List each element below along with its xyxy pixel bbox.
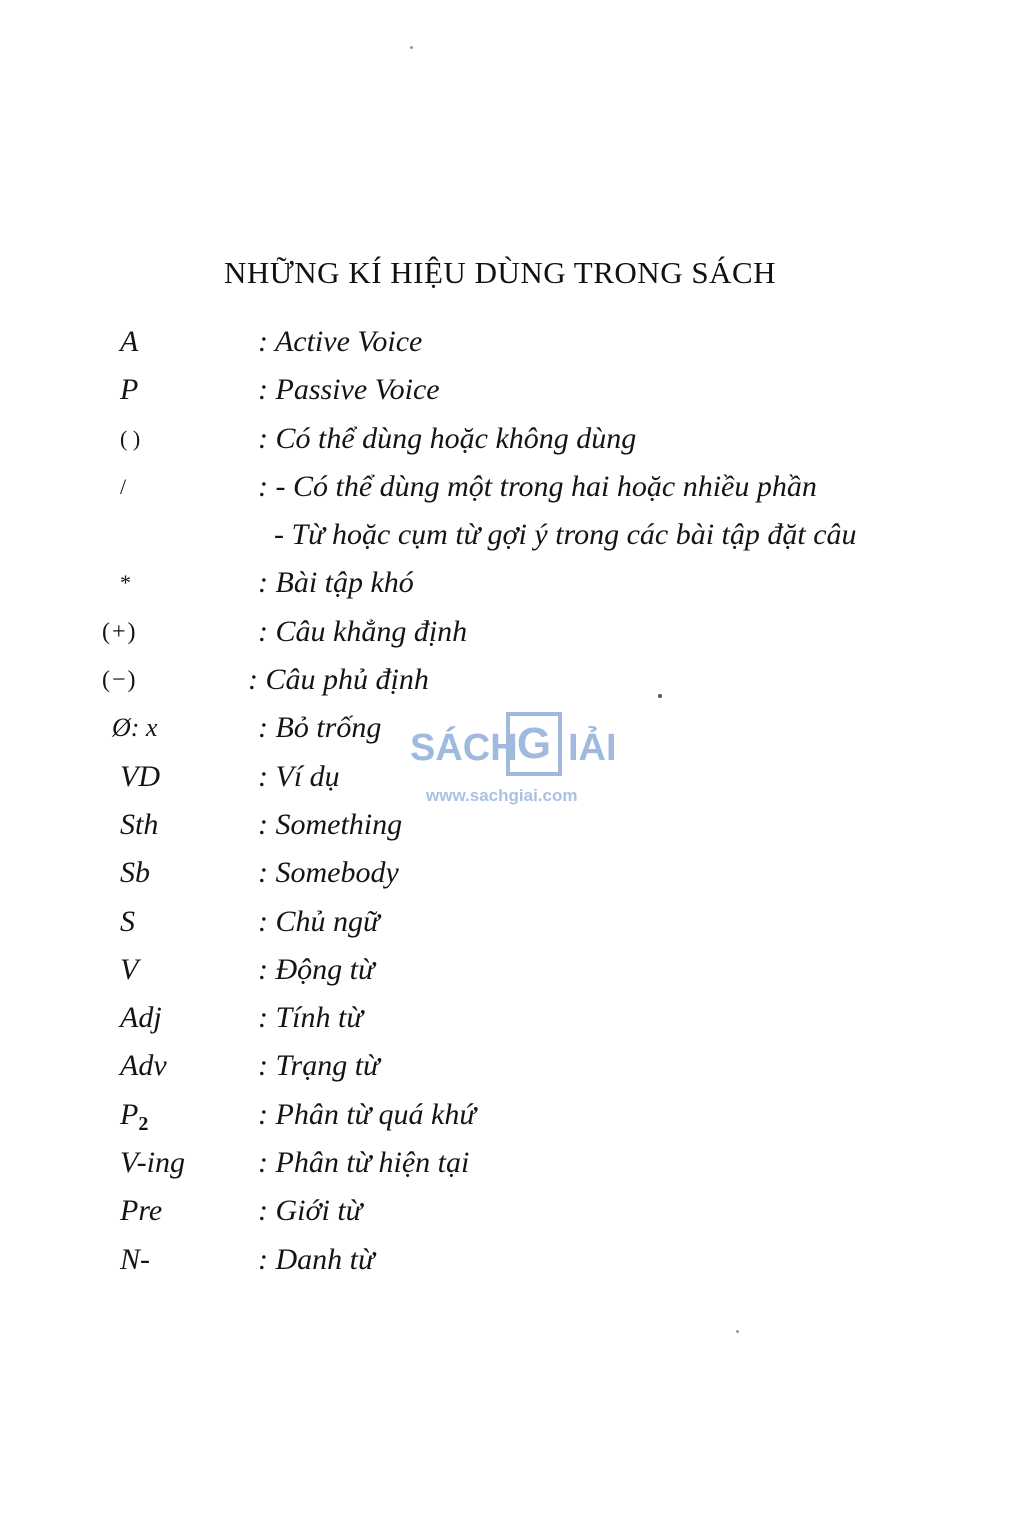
watermark — [408, 710, 618, 810]
symbol-subscript: 2 — [138, 1112, 149, 1135]
definition: : Bài tập khó — [258, 566, 414, 600]
page-title: NHỮNG KÍ HIỆU DÙNG TRONG SÁCH — [223, 254, 777, 290]
scan-speck — [736, 1330, 739, 1333]
watermark-logo — [408, 710, 618, 786]
list-item — [0, 1091, 1024, 1139]
symbol: Sb — [120, 856, 150, 890]
definition: : Có thể dùng hoặc không dùng — [258, 421, 637, 455]
symbol: (+) — [102, 618, 138, 645]
list-item — [0, 415, 1024, 463]
symbol: S — [120, 904, 135, 938]
list-item — [0, 849, 1024, 897]
list-item — [0, 898, 1024, 946]
symbol: / — [120, 473, 127, 499]
symbol: Ø: x — [112, 713, 158, 743]
definition: : Somebody — [258, 856, 399, 890]
symbol-base: P — [120, 1097, 139, 1131]
watermark-logo-right: IẢI — [568, 727, 617, 769]
definition: : Something — [258, 807, 403, 841]
symbol: Adj — [120, 1001, 162, 1035]
list-item — [0, 1187, 1024, 1235]
list-item — [0, 463, 1024, 511]
symbol: V — [120, 952, 139, 986]
symbol: (−) — [102, 667, 138, 694]
definition: : Câu phủ định — [248, 663, 429, 697]
definition: : Ví dụ — [258, 759, 340, 793]
list-item — [0, 946, 1024, 994]
definition: : Danh từ — [258, 1242, 375, 1276]
list-item — [0, 1139, 1024, 1187]
definition: : Phân từ hiện tại — [258, 1146, 470, 1180]
scan-speck — [410, 46, 413, 49]
symbol: V-ing — [120, 1146, 185, 1180]
symbol: VD — [120, 759, 160, 793]
list-item — [0, 318, 1024, 366]
watermark-url: www.sachgiai.com — [426, 786, 578, 805]
symbol: P — [120, 373, 139, 407]
list-item — [0, 994, 1024, 1042]
definition: : Giới từ — [258, 1194, 363, 1228]
symbol: A — [120, 325, 139, 358]
definition: : Câu khẳng định — [258, 614, 468, 648]
symbol: * — [120, 570, 131, 596]
definition: : Trạng từ — [258, 1049, 380, 1083]
definition: : - Có thể dùng một trong hai hoặc nhiều phần — [258, 469, 817, 503]
definition: : Chủ ngữ — [258, 904, 380, 938]
definition: : Bỏ trống — [258, 711, 382, 745]
list-item — [0, 1236, 1024, 1284]
list-item — [0, 559, 1024, 607]
list-item — [0, 511, 1024, 559]
definition: : Passive Voice — [258, 373, 440, 407]
symbol: Sth — [120, 807, 159, 841]
symbol: Adv — [120, 1049, 167, 1083]
definition: : Phân từ quá khứ — [258, 1097, 476, 1131]
list-item — [0, 656, 1024, 704]
list-item — [0, 608, 1024, 656]
watermark-logo-box: G — [506, 712, 562, 776]
definition: : Tính từ — [258, 1001, 363, 1035]
definition: - Từ hoặc cụm từ gợi ý trong các bài tập đặt câu — [274, 518, 857, 552]
symbol: Pre — [120, 1194, 163, 1228]
watermark-logo-left: SÁCH — [410, 727, 518, 769]
list-item — [0, 1042, 1024, 1090]
list-item — [0, 366, 1024, 414]
symbol: N- — [120, 1242, 150, 1276]
definition: : Active Voice — [258, 325, 423, 358]
symbol: ( ) — [120, 425, 141, 451]
definition: : Động từ — [258, 952, 375, 986]
